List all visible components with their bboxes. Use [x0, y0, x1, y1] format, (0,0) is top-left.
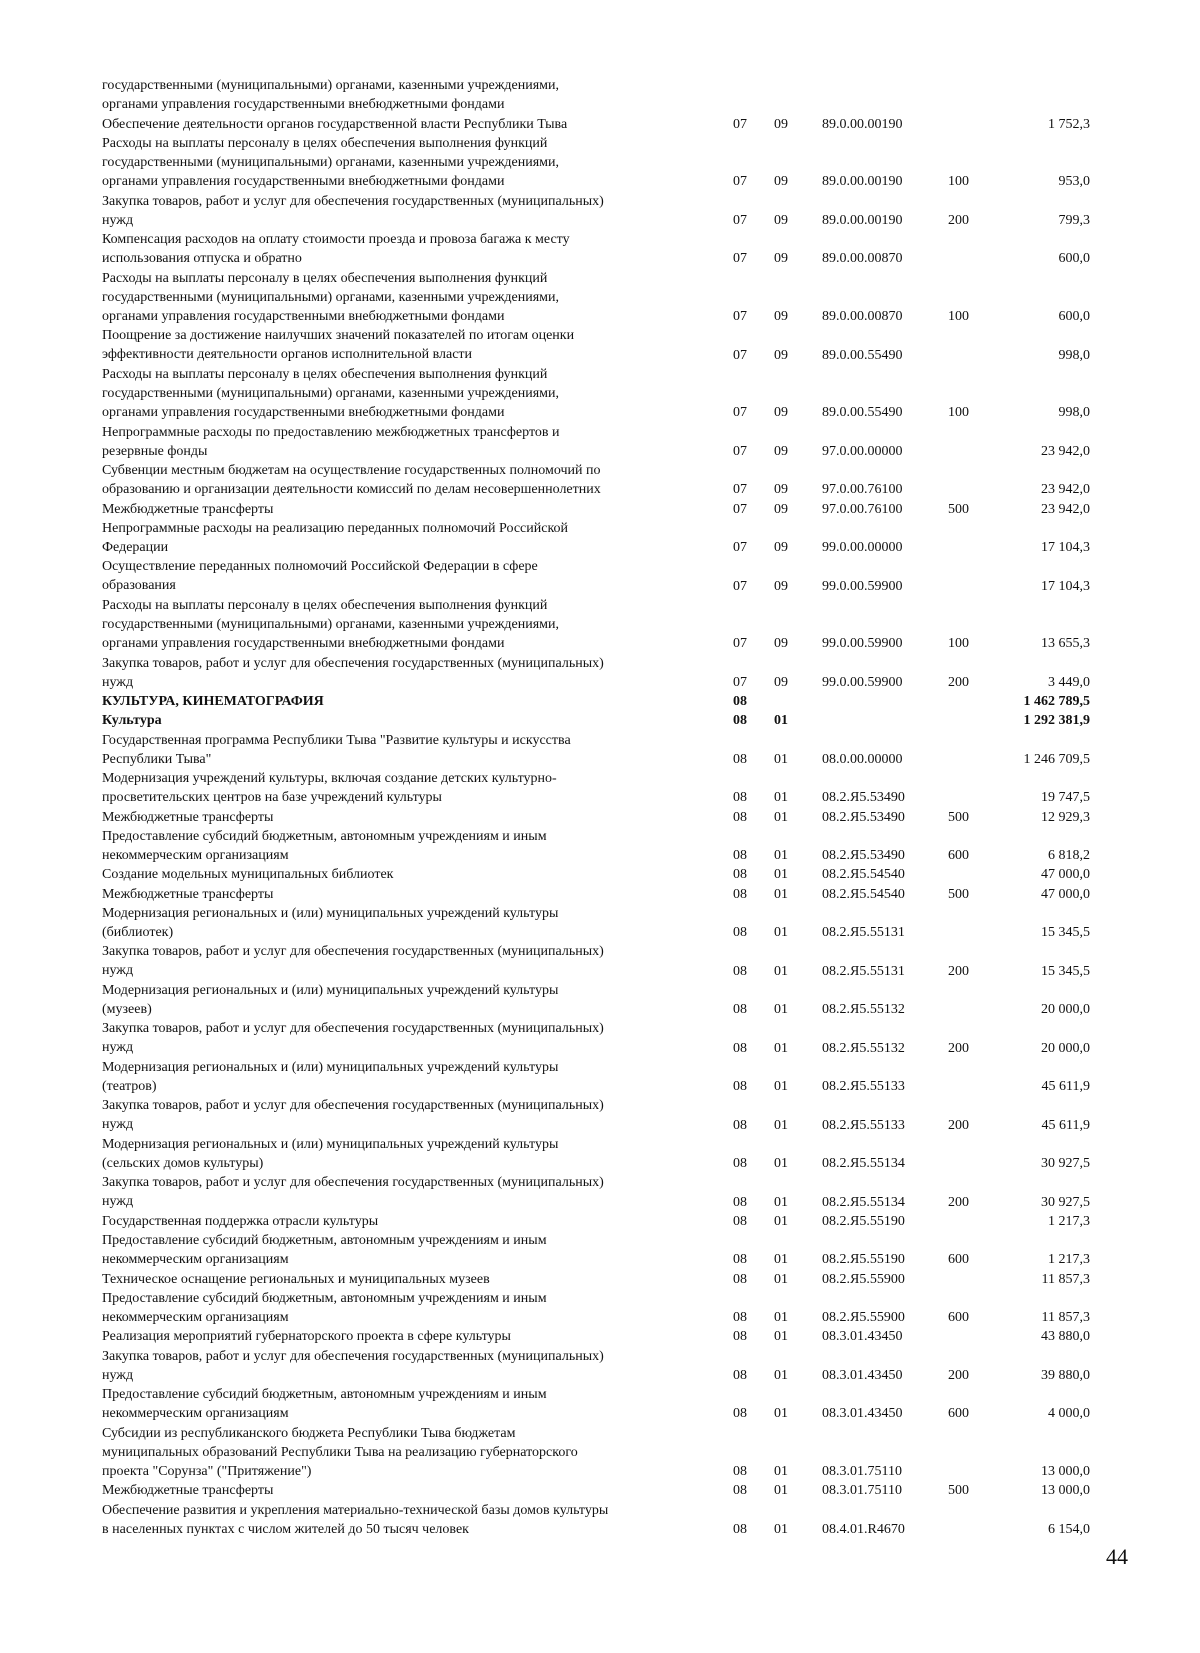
table-row: [0, 1270, 1200, 1289]
row-section-code: 08: [733, 1521, 747, 1537]
table-row: [0, 904, 1200, 943]
row-section-code: 07: [733, 116, 747, 132]
row-description: Межбюджетные трансферты: [102, 886, 274, 902]
row-section-code: 08: [733, 1194, 747, 1210]
table-row: [0, 1019, 1200, 1058]
row-subsection-code: 01: [774, 963, 788, 979]
row-section-code: 07: [733, 309, 747, 324]
row-section-code: 08: [733, 1406, 747, 1422]
row-target-article-code: 08.2.Я5.54540: [822, 867, 905, 883]
row-target-article-code: 89.0.00.00870: [822, 251, 903, 267]
row-amount: 13 000,0: [1041, 1464, 1090, 1479]
table-row: [0, 76, 1200, 115]
row-description: Субсидии из республиканского бюджета Республики Тыва бюджетам муниципальных образований Республики Тыва на реализацию губернаторского проекта "Сорунза" ("Притяжение"): [102, 1425, 578, 1479]
row-section-code: 08: [733, 963, 747, 979]
row-amount: 47 000,0: [1041, 886, 1090, 902]
row-section-code: 08: [733, 848, 747, 863]
row-section-code: 08: [733, 1002, 747, 1017]
row-amount: 3 449,0: [1048, 674, 1090, 690]
row-expense-type-code: 200: [948, 1117, 969, 1133]
row-amount: 39 880,0: [1041, 1367, 1090, 1383]
row-description: государственными (муниципальными) органами, казенными учреждениями, органами управления государственными внебюджетными фондами: [102, 78, 559, 112]
row-amount: 799,3: [1058, 212, 1090, 228]
row-description: Обеспечение деятельности органов государственной власти Республики Тыва: [102, 116, 568, 132]
table-row: [0, 365, 1200, 423]
row-amount: 4 000,0: [1048, 1406, 1090, 1422]
table-row: [0, 230, 1200, 269]
row-expense-type-code: 500: [948, 886, 969, 902]
row-subsection-code: 01: [774, 1271, 788, 1287]
row-amount: 20 000,0: [1041, 1040, 1090, 1056]
table-row: [0, 519, 1200, 558]
row-description: Модернизация региональных и (или) муниципальных учреждений культуры (театров): [102, 1059, 559, 1094]
row-description: Техническое оснащение региональных и муниципальных музеев: [102, 1271, 490, 1287]
table-row: [0, 692, 1200, 711]
row-subsection-code: 01: [774, 1464, 788, 1479]
table-row: [0, 1501, 1200, 1540]
row-subsection-code: 09: [774, 501, 788, 517]
row-section-code: 08: [733, 790, 747, 806]
row-target-article-code: 08.2.Я5.55131: [822, 925, 905, 940]
table-row: [0, 827, 1200, 866]
row-subsection-code: 01: [774, 1521, 788, 1537]
row-amount: 30 927,5: [1041, 1194, 1090, 1210]
row-target-article-code: 08.3.01.43450: [822, 1367, 903, 1383]
row-section-code: 07: [733, 443, 747, 459]
row-description: Поощрение за достижение наилучших значений показателей по итогам оценки эффективности деятельности органов исполнительной власти: [102, 328, 575, 363]
row-amount: 13 655,3: [1041, 636, 1090, 652]
row-target-article-code: 08.2.Я5.55132: [822, 1040, 905, 1056]
row-subsection-code: 01: [774, 1117, 788, 1133]
row-section-code: 08: [733, 925, 747, 940]
row-subsection-code: 01: [774, 1252, 788, 1268]
row-target-article-code: 08.2.Я5.55131: [822, 963, 905, 979]
row-subsection-code: 09: [774, 636, 788, 652]
row-description: Предоставление субсидий бюджетным, автономным учреждениям и иным некоммерческим организациям: [102, 1233, 547, 1267]
row-description: Создание модельных муниципальных библиотек: [102, 867, 394, 883]
row-subsection-code: 01: [774, 1213, 788, 1229]
row-target-article-code: 08.2.Я5.55133: [822, 1117, 905, 1133]
row-amount: 6 818,2: [1048, 848, 1090, 863]
row-section-code: 08: [733, 694, 747, 709]
row-amount: 998,0: [1058, 347, 1090, 363]
row-subsection-code: 01: [774, 1367, 788, 1383]
row-section-code: 08: [733, 1040, 747, 1056]
row-target-article-code: 89.0.00.00190: [822, 174, 903, 190]
table-row: [0, 1212, 1200, 1231]
row-description: Непрограммные расходы на реализацию переданных полномочий Российской Федерации: [102, 520, 569, 555]
table-row: [0, 1347, 1200, 1386]
row-subsection-code: 01: [774, 713, 788, 729]
row-description: Обеспечение развития и укрепления материально-технической базы домов культуры в населенных пунктах с числом жителей до 50 тысяч человек: [102, 1502, 609, 1537]
row-target-article-code: 08.2.Я5.55133: [822, 1079, 905, 1094]
row-subsection-code: 01: [774, 1406, 788, 1422]
page-number: 44: [1106, 1544, 1128, 1569]
row-description: Закупка товаров, работ и услуг для обеспечения государственных (муниципальных) нужд: [102, 193, 604, 228]
row-section-code: 08: [733, 867, 747, 883]
row-amount: 15 345,5: [1041, 963, 1090, 979]
row-subsection-code: 09: [774, 674, 788, 690]
table-row: [0, 423, 1200, 462]
row-target-article-code: 08.2.Я5.55134: [822, 1156, 905, 1171]
row-target-article-code: 97.0.00.00000: [822, 443, 903, 459]
table-row: [0, 865, 1200, 884]
row-expense-type-code: 500: [948, 809, 969, 825]
row-description: Закупка товаров, работ и услуг для обеспечения государственных (муниципальных) нужд: [102, 944, 604, 979]
row-description: Модернизация региональных и (или) муниципальных учреждений культуры (сельских домов культуры): [102, 1136, 559, 1171]
row-subsection-code: 09: [774, 309, 788, 324]
row-description: Предоставление субсидий бюджетным, автономным учреждениям и иным некоммерческим организациям: [102, 1387, 547, 1421]
table-row: [0, 1096, 1200, 1135]
row-description: Государственная программа Республики Тыва "Развитие культуры и искусства Республики Тыва": [102, 732, 571, 767]
row-target-article-code: 08.2.Я5.55190: [822, 1252, 905, 1268]
row-target-article-code: 08.0.00.00000: [822, 751, 903, 767]
row-description: Культура: [102, 713, 162, 729]
row-amount: 43 880,0: [1041, 1329, 1090, 1345]
row-target-article-code: 08.2.Я5.55132: [822, 1002, 905, 1017]
row-amount: 45 611,9: [1041, 1117, 1090, 1133]
row-amount: 20 000,0: [1041, 1002, 1090, 1017]
table-row: [0, 942, 1200, 981]
row-expense-type-code: 100: [948, 174, 969, 190]
row-section-code: 07: [733, 540, 747, 555]
row-target-article-code: 89.0.00.55490: [822, 405, 903, 421]
row-expense-type-code: 600: [948, 1252, 969, 1268]
table-row: [0, 1327, 1200, 1346]
row-amount: 600,0: [1058, 251, 1090, 267]
table-row: [0, 885, 1200, 904]
row-target-article-code: 97.0.00.76100: [822, 482, 903, 498]
row-expense-type-code: 500: [948, 501, 969, 517]
row-description: Межбюджетные трансферты: [102, 1483, 274, 1499]
row-description: Расходы на выплаты персоналу в целях обеспечения выполнения функций государственными (муниципальными) органами, казенными учреждениями, органами управления государственными внебюджетными фондами: [102, 135, 559, 189]
table-row: [0, 654, 1200, 693]
row-amount: 998,0: [1058, 405, 1090, 421]
row-expense-type-code: 100: [948, 636, 969, 652]
row-section-code: 07: [733, 251, 747, 267]
table-row: [0, 500, 1200, 519]
row-amount: 19 747,5: [1041, 790, 1090, 806]
row-target-article-code: 89.0.00.00190: [822, 212, 903, 228]
row-expense-type-code: 200: [948, 963, 969, 979]
row-section-code: 08: [733, 1079, 747, 1094]
row-amount: 6 154,0: [1048, 1521, 1090, 1537]
row-amount: 23 942,0: [1041, 443, 1090, 459]
row-subsection-code: 01: [774, 1310, 788, 1325]
row-amount: 1 752,3: [1048, 116, 1090, 132]
row-section-code: 07: [733, 347, 747, 363]
row-expense-type-code: 600: [948, 1406, 969, 1422]
row-description: Межбюджетные трансферты: [102, 809, 274, 825]
table-row: [0, 1424, 1200, 1482]
row-subsection-code: 01: [774, 925, 788, 940]
table-row: [0, 326, 1200, 365]
row-section-code: 08: [733, 1483, 747, 1499]
row-subsection-code: 09: [774, 482, 788, 498]
row-subsection-code: 01: [774, 751, 788, 767]
row-amount: 600,0: [1058, 309, 1090, 324]
row-subsection-code: 01: [774, 1329, 788, 1345]
row-target-article-code: 89.0.00.00870: [822, 309, 903, 324]
row-target-article-code: 08.3.01.75110: [822, 1483, 902, 1499]
row-subsection-code: 09: [774, 405, 788, 421]
row-section-code: 08: [733, 1464, 747, 1479]
row-section-code: 08: [733, 1329, 747, 1345]
row-description: Государственная поддержка отрасли культуры: [102, 1213, 379, 1229]
row-section-code: 08: [733, 1367, 747, 1383]
row-amount: 23 942,0: [1041, 501, 1090, 517]
row-subsection-code: 01: [774, 886, 788, 902]
row-section-code: 08: [733, 809, 747, 825]
row-target-article-code: 08.2.Я5.55134: [822, 1194, 905, 1210]
row-subsection-code: 01: [774, 1194, 788, 1210]
row-amount: 23 942,0: [1041, 482, 1090, 498]
row-description: Компенсация расходов на оплату стоимости проезда и провоза багажа к месту использования отпуска и обратно: [102, 232, 570, 266]
row-section-code: 07: [733, 482, 747, 498]
table-row: [0, 1058, 1200, 1097]
table-row: [0, 557, 1200, 596]
row-expense-type-code: 200: [948, 1194, 969, 1210]
row-description: Субвенции местным бюджетам на осуществление государственных полномочий по образованию и организации деятельности комиссий по делам несовершеннолетних: [102, 463, 601, 497]
row-description: Закупка товаров, работ и услуг для обеспечения государственных (муниципальных) нужд: [102, 655, 604, 690]
row-amount: 12 929,3: [1041, 809, 1090, 825]
row-subsection-code: 01: [774, 1002, 788, 1017]
row-section-code: 08: [733, 1156, 747, 1171]
row-expense-type-code: 200: [948, 212, 969, 228]
row-description: Предоставление субсидий бюджетным, автономным учреждениям и иным некоммерческим организациям: [102, 1290, 547, 1325]
row-subsection-code: 09: [774, 116, 788, 132]
row-target-article-code: 08.3.01.75110: [822, 1464, 902, 1479]
row-target-article-code: 97.0.00.76100: [822, 501, 903, 517]
row-description: Закупка товаров, работ и услуг для обеспечения государственных (муниципальных) нужд: [102, 1348, 604, 1383]
row-amount: 1 217,3: [1048, 1213, 1090, 1229]
row-section-code: 07: [733, 578, 747, 594]
row-description: Межбюджетные трансферты: [102, 501, 274, 517]
table-row: [0, 769, 1200, 808]
row-section-code: 07: [733, 405, 747, 421]
row-subsection-code: 01: [774, 867, 788, 883]
row-amount: 1 462 789,5: [1023, 694, 1090, 709]
row-description: Закупка товаров, работ и услуг для обеспечения государственных (муниципальных) нужд: [102, 1175, 604, 1210]
table-row: [0, 808, 1200, 827]
row-section-code: 08: [733, 713, 747, 729]
row-subsection-code: 01: [774, 848, 788, 863]
row-subsection-code: 01: [774, 809, 788, 825]
row-expense-type-code: 200: [948, 1040, 969, 1056]
row-subsection-code: 09: [774, 443, 788, 459]
table-row: [0, 192, 1200, 231]
row-subsection-code: 09: [774, 347, 788, 363]
table-row: [0, 711, 1200, 730]
row-description: Закупка товаров, работ и услуг для обеспечения государственных (муниципальных) нужд: [102, 1098, 604, 1133]
row-expense-type-code: 500: [948, 1483, 969, 1499]
row-target-article-code: 99.0.00.59900: [822, 578, 903, 594]
row-subsection-code: 01: [774, 1040, 788, 1056]
row-expense-type-code: 200: [948, 674, 969, 690]
row-section-code: 08: [733, 1271, 747, 1287]
row-section-code: 07: [733, 674, 747, 690]
table-row: [0, 1231, 1200, 1270]
row-target-article-code: 08.2.Я5.54540: [822, 886, 905, 902]
row-description: Предоставление субсидий бюджетным, автономным учреждениям и иным некоммерческим организациям: [102, 828, 547, 863]
row-amount: 11 857,3: [1041, 1271, 1090, 1287]
row-section-code: 08: [733, 1213, 747, 1229]
row-target-article-code: 08.4.01.R4670: [822, 1521, 905, 1537]
row-target-article-code: 08.2.Я5.55900: [822, 1310, 905, 1325]
row-amount: 47 000,0: [1041, 867, 1090, 883]
row-amount: 17 104,3: [1041, 540, 1090, 555]
table-row: [0, 1135, 1200, 1174]
table-row: [0, 1481, 1200, 1500]
row-subsection-code: 09: [774, 212, 788, 228]
table-row: [0, 134, 1200, 192]
row-target-article-code: 08.3.01.43450: [822, 1329, 903, 1345]
row-amount: 1 217,3: [1048, 1252, 1090, 1268]
row-target-article-code: 08.2.Я5.53490: [822, 848, 905, 863]
row-description: Модернизация региональных и (или) муниципальных учреждений культуры (библиотек): [102, 905, 559, 940]
row-subsection-code: 01: [774, 1483, 788, 1499]
row-target-article-code: 89.0.00.00190: [822, 116, 903, 132]
row-description: Расходы на выплаты персоналу в целях обеспечения выполнения функций государственными (муниципальными) органами, казенными учреждениями, органами управления государственными внебюджетными фондами: [102, 597, 559, 651]
row-description: Осуществление переданных полномочий Российской Федерации в сфере образования: [102, 559, 538, 594]
row-target-article-code: 08.2.Я5.53490: [822, 790, 905, 806]
row-section-code: 08: [733, 751, 747, 767]
table-row: [0, 269, 1200, 327]
row-subsection-code: 09: [774, 578, 788, 594]
row-amount: 30 927,5: [1041, 1156, 1090, 1171]
row-section-code: 07: [733, 174, 747, 190]
row-expense-type-code: 600: [948, 848, 969, 863]
row-section-code: 08: [733, 1117, 747, 1133]
row-target-article-code: 08.3.01.43450: [822, 1406, 903, 1422]
row-section-code: 08: [733, 886, 747, 902]
row-description: Расходы на выплаты персоналу в целях обеспечения выполнения функций государственными (муниципальными) органами, казенными учреждениями, органами управления государственными внебюджетными фондами: [102, 270, 559, 324]
table-row: [0, 115, 1200, 134]
row-target-article-code: 99.0.00.59900: [822, 674, 903, 690]
row-amount: 13 000,0: [1041, 1483, 1090, 1499]
row-subsection-code: 09: [774, 251, 788, 267]
row-target-article-code: 89.0.00.55490: [822, 347, 903, 363]
row-description: Реализация мероприятий губернаторского проекта в сфере культуры: [102, 1329, 511, 1345]
row-target-article-code: 08.2.Я5.55900: [822, 1271, 905, 1287]
row-section-code: 07: [733, 636, 747, 652]
row-expense-type-code: 100: [948, 309, 969, 324]
row-expense-type-code: 100: [948, 405, 969, 421]
row-description: Закупка товаров, работ и услуг для обеспечения государственных (муниципальных) нужд: [102, 1021, 604, 1056]
row-amount: 45 611,9: [1041, 1079, 1090, 1094]
row-target-article-code: 08.2.Я5.55190: [822, 1213, 905, 1229]
row-amount: 953,0: [1058, 174, 1090, 190]
table-row: [0, 1289, 1200, 1328]
row-amount: 15 345,5: [1041, 925, 1090, 940]
row-target-article-code: 99.0.00.00000: [822, 540, 903, 555]
row-description: КУЛЬТУРА, КИНЕМАТОГРАФИЯ: [102, 694, 324, 709]
row-expense-type-code: 600: [948, 1310, 969, 1325]
row-expense-type-code: 200: [948, 1367, 969, 1383]
row-description: Расходы на выплаты персоналу в целях обеспечения выполнения функций государственными (муниципальными) органами, казенными учреждениями, органами управления государственными внебюджетными фондами: [102, 366, 559, 420]
row-target-article-code: 99.0.00.59900: [822, 636, 903, 652]
row-subsection-code: 09: [774, 174, 788, 190]
table-row: [0, 596, 1200, 654]
row-subsection-code: 01: [774, 1156, 788, 1171]
row-section-code: 07: [733, 212, 747, 228]
row-description: Модернизация региональных и (или) муниципальных учреждений культуры (музеев): [102, 982, 559, 1017]
table-row: [0, 1385, 1200, 1424]
row-amount: 11 857,3: [1041, 1310, 1090, 1325]
table-row: [0, 461, 1200, 500]
row-subsection-code: 01: [774, 790, 788, 806]
row-target-article-code: 08.2.Я5.53490: [822, 809, 905, 825]
row-section-code: 07: [733, 501, 747, 517]
row-description: Модернизация учреждений культуры, включая создание детских культурно- просветительских центров на базе учреждений культуры: [102, 771, 557, 805]
row-description: Непрограммные расходы по предоставлению межбюджетных трансфертов и резервные фонды: [102, 424, 560, 459]
row-amount: 1 246 709,5: [1023, 751, 1090, 767]
row-section-code: 08: [733, 1252, 747, 1268]
row-subsection-code: 01: [774, 1079, 788, 1094]
table-row: [0, 731, 1200, 770]
row-amount: 1 292 381,9: [1023, 713, 1090, 729]
table-row: [0, 981, 1200, 1020]
row-subsection-code: 09: [774, 540, 788, 555]
row-amount: 17 104,3: [1041, 578, 1090, 594]
row-section-code: 08: [733, 1310, 747, 1325]
table-row: [0, 1173, 1200, 1212]
